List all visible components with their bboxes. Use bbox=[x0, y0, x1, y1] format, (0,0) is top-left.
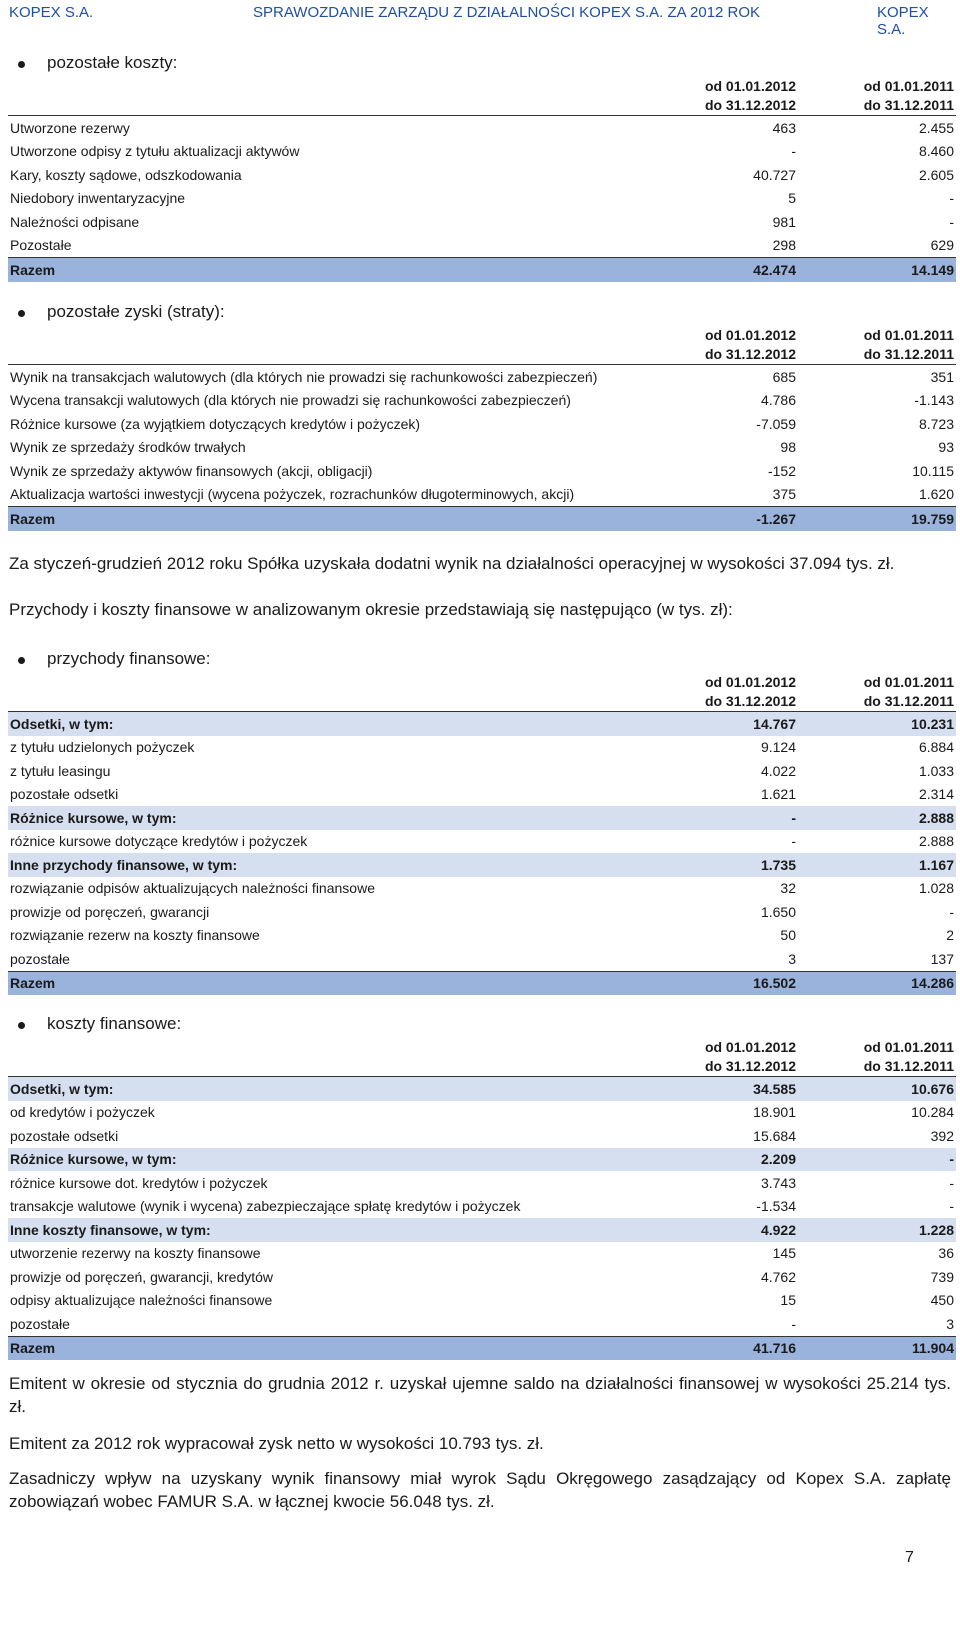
row-label: pozostałe bbox=[10, 950, 70, 967]
row-label: Należności odpisane bbox=[10, 213, 140, 230]
value-2011: od 01.01.2011 bbox=[863, 78, 954, 94]
value-2011: 3 bbox=[946, 1315, 954, 1332]
table-row bbox=[8, 140, 956, 164]
table-row bbox=[8, 1101, 956, 1125]
value-2012: do 31.12.2012 bbox=[674, 692, 802, 712]
total-row bbox=[8, 507, 956, 531]
row-label: rozwiązanie rezerw na koszty finansowe bbox=[10, 927, 260, 944]
value-2011: 10.115 bbox=[912, 462, 954, 479]
subtotal-row bbox=[8, 1218, 956, 1242]
value-2012: 4.786 bbox=[760, 392, 796, 409]
value-2011: 1.167 bbox=[802, 853, 956, 877]
table-row bbox=[8, 483, 956, 507]
value-2012: od 01.01.2012 bbox=[704, 78, 796, 94]
value-2011: - bbox=[949, 1174, 954, 1191]
value-2011: 1.620 bbox=[918, 486, 954, 503]
row-label: Inne przychody finansowe, w tym: bbox=[8, 853, 674, 877]
table-row bbox=[8, 947, 956, 971]
row-label: Inne koszty finansowe, w tym: bbox=[8, 1218, 674, 1242]
section-title: pozostałe zyski (straty): bbox=[0, 300, 960, 326]
page-header bbox=[0, 0, 960, 38]
value-2012: -7.059 bbox=[756, 415, 796, 432]
value-2011: od 01.01.2011 bbox=[863, 327, 954, 343]
value-2011: 10.231 bbox=[802, 712, 956, 736]
value-2012: 2.209 bbox=[674, 1148, 802, 1172]
value-2011: 629 bbox=[930, 237, 954, 254]
value-2012: 145 bbox=[772, 1245, 796, 1262]
row-label: odpisy aktualizujące należności finansowe bbox=[10, 1292, 273, 1309]
section-title: przychody finansowe: bbox=[0, 647, 960, 673]
value-2012: 9.124 bbox=[760, 739, 796, 756]
value-2011: - bbox=[949, 1198, 954, 1215]
subtotal-row bbox=[8, 1148, 956, 1172]
header-spacer bbox=[8, 1057, 674, 1077]
row-label: Razem bbox=[8, 258, 674, 282]
header-spacer bbox=[8, 673, 674, 692]
value-2012: 50 bbox=[780, 927, 796, 944]
value-2011: 36 bbox=[938, 1245, 954, 1262]
row-label: rozwiązanie odpisów aktualizujących należności finansowe bbox=[10, 880, 375, 897]
total-row bbox=[8, 258, 956, 282]
table-row bbox=[8, 1265, 956, 1289]
bullet-icon bbox=[18, 61, 25, 68]
value-2011: 8.460 bbox=[918, 143, 954, 160]
row-label: prowizje od poręczeń, gwarancji, kredytów bbox=[10, 1268, 274, 1285]
row-label: Utworzone odpisy z tytułu aktualizacji aktywów bbox=[10, 143, 300, 160]
row-label: Niedobory inwentaryzacyjne bbox=[10, 190, 186, 207]
table-row bbox=[8, 187, 956, 211]
table-row bbox=[8, 1124, 956, 1148]
value-2012: 685 bbox=[772, 368, 796, 385]
value-2011: 2.888 bbox=[802, 806, 956, 830]
table-row bbox=[8, 389, 956, 413]
section-financial-costs bbox=[0, 1012, 960, 1360]
table-row bbox=[8, 365, 956, 389]
row-label: pozostałe odsetki bbox=[10, 786, 119, 803]
value-2012: 375 bbox=[772, 486, 796, 503]
total-row bbox=[8, 1336, 956, 1360]
value-2012: 15 bbox=[780, 1292, 796, 1309]
column-header-row bbox=[8, 345, 956, 365]
value-2012: - bbox=[674, 806, 802, 830]
paragraph-financial-intro: Przychody i koszty finansowe w analizowanym okresie przedstawiają się następująco (w tys. zł): bbox=[9, 600, 733, 619]
value-2011: od 01.01.2011 bbox=[863, 1039, 954, 1055]
table-row bbox=[8, 1171, 956, 1195]
column-header-row bbox=[8, 1038, 956, 1057]
header-report-title: SPRAWOZDANIE ZARZĄDU Z DZIAŁALNOŚCI KOPEX S.A. ZA 2012 ROK bbox=[253, 4, 761, 21]
header-company-right: KOPEX S.A. bbox=[877, 4, 929, 38]
value-2011: 392 bbox=[930, 1127, 954, 1144]
row-label: Wynik ze sprzedaży środków trwałych bbox=[10, 439, 246, 456]
paragraph-financial-balance: Emitent w okresie od stycznia do grudnia 2012 r. uzyskał ujemne saldo na działalności finansowej w wysokości 25.214 tys. zł. bbox=[9, 1374, 951, 1416]
row-label: Pozostałe bbox=[10, 237, 72, 254]
other-costs-table bbox=[8, 77, 956, 282]
value-2011: 2.314 bbox=[918, 786, 954, 803]
value-2012: do 31.12.2012 bbox=[674, 96, 802, 116]
value-2012: 15.684 bbox=[753, 1127, 796, 1144]
column-header-row bbox=[8, 326, 956, 345]
table-row bbox=[8, 412, 956, 436]
column-header-row bbox=[8, 692, 956, 712]
value-2012: 41.716 bbox=[674, 1336, 802, 1360]
value-2011: 10.676 bbox=[802, 1077, 956, 1101]
value-2012: 981 bbox=[772, 213, 796, 230]
row-label: od kredytów i pożyczek bbox=[10, 1104, 155, 1121]
table-row bbox=[8, 830, 956, 854]
value-2011: do 31.12.2011 bbox=[802, 1057, 956, 1077]
value-2011: 10.284 bbox=[911, 1104, 954, 1121]
value-2011: -1.143 bbox=[914, 392, 954, 409]
row-label: Wynik na transakcjach walutowych (dla których nie prowadzi się rachunkowości zabezpieczeń) bbox=[10, 368, 598, 385]
row-label: z tytułu udzielonych pożyczek bbox=[10, 739, 195, 756]
row-label: Aktualizacja wartości inwestycji (wycena pożyczek, rozrachunków długoterminowych, akcji) bbox=[10, 486, 575, 503]
row-label: utworzenie rezerwy na koszty finansowe bbox=[10, 1245, 261, 1262]
value-2012: - bbox=[791, 833, 796, 850]
table-row bbox=[8, 210, 956, 234]
subtotal-row bbox=[8, 806, 956, 830]
row-label: Różnice kursowe (za wyjątkiem dotyczących kredytów i pożyczek) bbox=[10, 415, 421, 432]
other-gains-table bbox=[8, 326, 956, 531]
value-2011: - bbox=[949, 190, 954, 207]
paragraph-operating-result: Za styczeń-grudzień 2012 roku Spółka uzyskała dodatni wynik na działalności operacyjnej w wysokości 37.094 tys. zł. bbox=[9, 554, 895, 573]
value-2012: do 31.12.2012 bbox=[674, 345, 802, 365]
table-row bbox=[8, 900, 956, 924]
value-2012: 463 bbox=[772, 119, 796, 136]
header-spacer bbox=[8, 96, 674, 116]
row-label: Razem bbox=[8, 1336, 674, 1360]
section-other-gains bbox=[0, 300, 960, 531]
value-2011: do 31.12.2011 bbox=[802, 96, 956, 116]
value-2012: 40.727 bbox=[753, 166, 796, 183]
column-header-row bbox=[8, 1057, 956, 1077]
value-2012: 5 bbox=[788, 190, 796, 207]
value-2011: 1.028 bbox=[918, 880, 954, 897]
value-2012: 1.650 bbox=[760, 903, 796, 920]
header-spacer bbox=[8, 326, 674, 345]
value-2012: 98 bbox=[780, 439, 796, 456]
table-row bbox=[8, 736, 956, 760]
value-2011: 19.759 bbox=[802, 507, 956, 531]
section-title: pozostałe koszty: bbox=[0, 51, 960, 77]
value-2012: 34.585 bbox=[674, 1077, 802, 1101]
value-2011: - bbox=[949, 213, 954, 230]
section-financial-income bbox=[0, 647, 960, 995]
paragraph-net-profit: Emitent za 2012 rok wypracował zysk netto w wysokości 10.793 tys. zł. bbox=[9, 1434, 544, 1453]
subtotal-row bbox=[8, 853, 956, 877]
value-2012: 298 bbox=[772, 237, 796, 254]
value-2011: 2.888 bbox=[918, 833, 954, 850]
value-2012: 18.901 bbox=[753, 1104, 796, 1121]
value-2012: do 31.12.2012 bbox=[674, 1057, 802, 1077]
value-2011: 6.884 bbox=[918, 739, 954, 756]
table-row bbox=[8, 1312, 956, 1336]
table-row bbox=[8, 234, 956, 258]
value-2011: 14.149 bbox=[802, 258, 956, 282]
value-2012: 4.922 bbox=[674, 1218, 802, 1242]
value-2012: 32 bbox=[780, 880, 796, 897]
column-header-row bbox=[8, 673, 956, 692]
row-label: Wycena transakcji walutowych (dla których nie prowadzi się rachunkowości zabezpieczeń) bbox=[10, 392, 571, 409]
value-2012: 4.762 bbox=[760, 1268, 796, 1285]
value-2011: 2.455 bbox=[918, 119, 954, 136]
header-spacer bbox=[8, 345, 674, 365]
value-2012: -1.267 bbox=[674, 507, 802, 531]
value-2012: -152 bbox=[767, 462, 796, 479]
column-header-row bbox=[8, 77, 956, 96]
value-2011: 8.723 bbox=[918, 415, 954, 432]
subtotal-row bbox=[8, 712, 956, 736]
value-2012: 4.022 bbox=[760, 762, 796, 779]
row-label: Utworzone rezerwy bbox=[10, 119, 130, 136]
value-2012: 1.621 bbox=[760, 786, 796, 803]
paragraph-court-ruling: Zasadniczy wpływ na uzyskany wynik finansowy miał wyrok Sądu Okręgowego zasądzający od Kopex S.A. zapłatę zobowiązań wobec FAMUR S.A. w łącznej kwocie 56.048 tys. zł. bbox=[9, 1469, 951, 1511]
row-label: różnice kursowe dot. kredytów i pożyczek bbox=[10, 1174, 268, 1191]
value-2012: 42.474 bbox=[674, 258, 802, 282]
table-row bbox=[8, 116, 956, 140]
table-row bbox=[8, 1242, 956, 1266]
row-label: prowizje od poręczeń, gwarancji bbox=[10, 903, 210, 920]
value-2012: 1.735 bbox=[674, 853, 802, 877]
value-2012: -1.534 bbox=[756, 1198, 796, 1215]
total-row bbox=[8, 971, 956, 995]
row-label: różnice kursowe dotyczące kredytów i pożyczek bbox=[10, 833, 308, 850]
bullet-icon bbox=[18, 310, 25, 317]
value-2011: do 31.12.2011 bbox=[802, 692, 956, 712]
bullet-icon bbox=[18, 657, 25, 664]
column-header-row bbox=[8, 96, 956, 116]
table-row bbox=[8, 459, 956, 483]
value-2011: 137 bbox=[930, 950, 954, 967]
row-label: Kary, koszty sądowe, odszkodowania bbox=[10, 166, 242, 183]
row-label: Odsetki, w tym: bbox=[8, 1077, 674, 1101]
value-2012: 3.743 bbox=[760, 1174, 796, 1191]
section-title: koszty finansowe: bbox=[0, 1012, 960, 1038]
value-2011: 1.033 bbox=[918, 762, 954, 779]
row-label: Razem bbox=[8, 971, 674, 995]
value-2011: 1.228 bbox=[802, 1218, 956, 1242]
header-spacer bbox=[8, 77, 674, 96]
financial-costs-table bbox=[8, 1038, 956, 1360]
value-2012: od 01.01.2012 bbox=[704, 1039, 796, 1055]
value-2011: 450 bbox=[930, 1292, 954, 1309]
table-row bbox=[8, 163, 956, 187]
row-label: pozostałe bbox=[10, 1315, 70, 1332]
value-2012: - bbox=[791, 143, 796, 160]
value-2012: 14.767 bbox=[674, 712, 802, 736]
row-label: Różnice kursowe, w tym: bbox=[8, 1148, 674, 1172]
section-other-costs bbox=[0, 51, 960, 282]
table-row bbox=[8, 924, 956, 948]
value-2012: - bbox=[791, 1315, 796, 1332]
header-spacer bbox=[8, 692, 674, 712]
header-spacer bbox=[8, 1038, 674, 1057]
value-2012: od 01.01.2012 bbox=[704, 327, 796, 343]
value-2012: od 01.01.2012 bbox=[704, 674, 796, 690]
row-label: Wynik ze sprzedaży aktywów finansowych (akcji, obligacji) bbox=[10, 462, 373, 479]
row-label: Razem bbox=[8, 507, 674, 531]
table-row bbox=[8, 759, 956, 783]
value-2012: 3 bbox=[788, 950, 796, 967]
row-label: Różnice kursowe, w tym: bbox=[8, 806, 674, 830]
value-2011: 11.904 bbox=[802, 1336, 956, 1360]
table-row bbox=[8, 1289, 956, 1313]
row-label: pozostałe odsetki bbox=[10, 1127, 119, 1144]
financial-income-table bbox=[8, 673, 956, 995]
value-2011: 351 bbox=[930, 368, 954, 385]
table-row bbox=[8, 783, 956, 807]
subtotal-row bbox=[8, 1077, 956, 1101]
header-company-left: KOPEX S.A. bbox=[9, 4, 94, 21]
bullet-icon bbox=[18, 1022, 25, 1029]
value-2011: do 31.12.2011 bbox=[802, 345, 956, 365]
table-row bbox=[8, 877, 956, 901]
page-number: 7 bbox=[905, 1549, 914, 1566]
value-2011: od 01.01.2011 bbox=[863, 674, 954, 690]
value-2011: 93 bbox=[938, 439, 954, 456]
value-2011: 2.605 bbox=[918, 166, 954, 183]
value-2011: - bbox=[802, 1148, 956, 1172]
value-2011: - bbox=[949, 903, 954, 920]
value-2011: 14.286 bbox=[802, 971, 956, 995]
row-label: transakcje walutowe (wynik i wycena) zabezpieczające spłatę kredytów i pożyczek bbox=[10, 1198, 521, 1215]
value-2011: 2 bbox=[946, 927, 954, 944]
table-row bbox=[8, 436, 956, 460]
row-label: z tytułu leasingu bbox=[10, 762, 111, 779]
value-2011: 739 bbox=[930, 1268, 954, 1285]
row-label: Odsetki, w tym: bbox=[8, 712, 674, 736]
table-row bbox=[8, 1195, 956, 1219]
value-2012: 16.502 bbox=[674, 971, 802, 995]
